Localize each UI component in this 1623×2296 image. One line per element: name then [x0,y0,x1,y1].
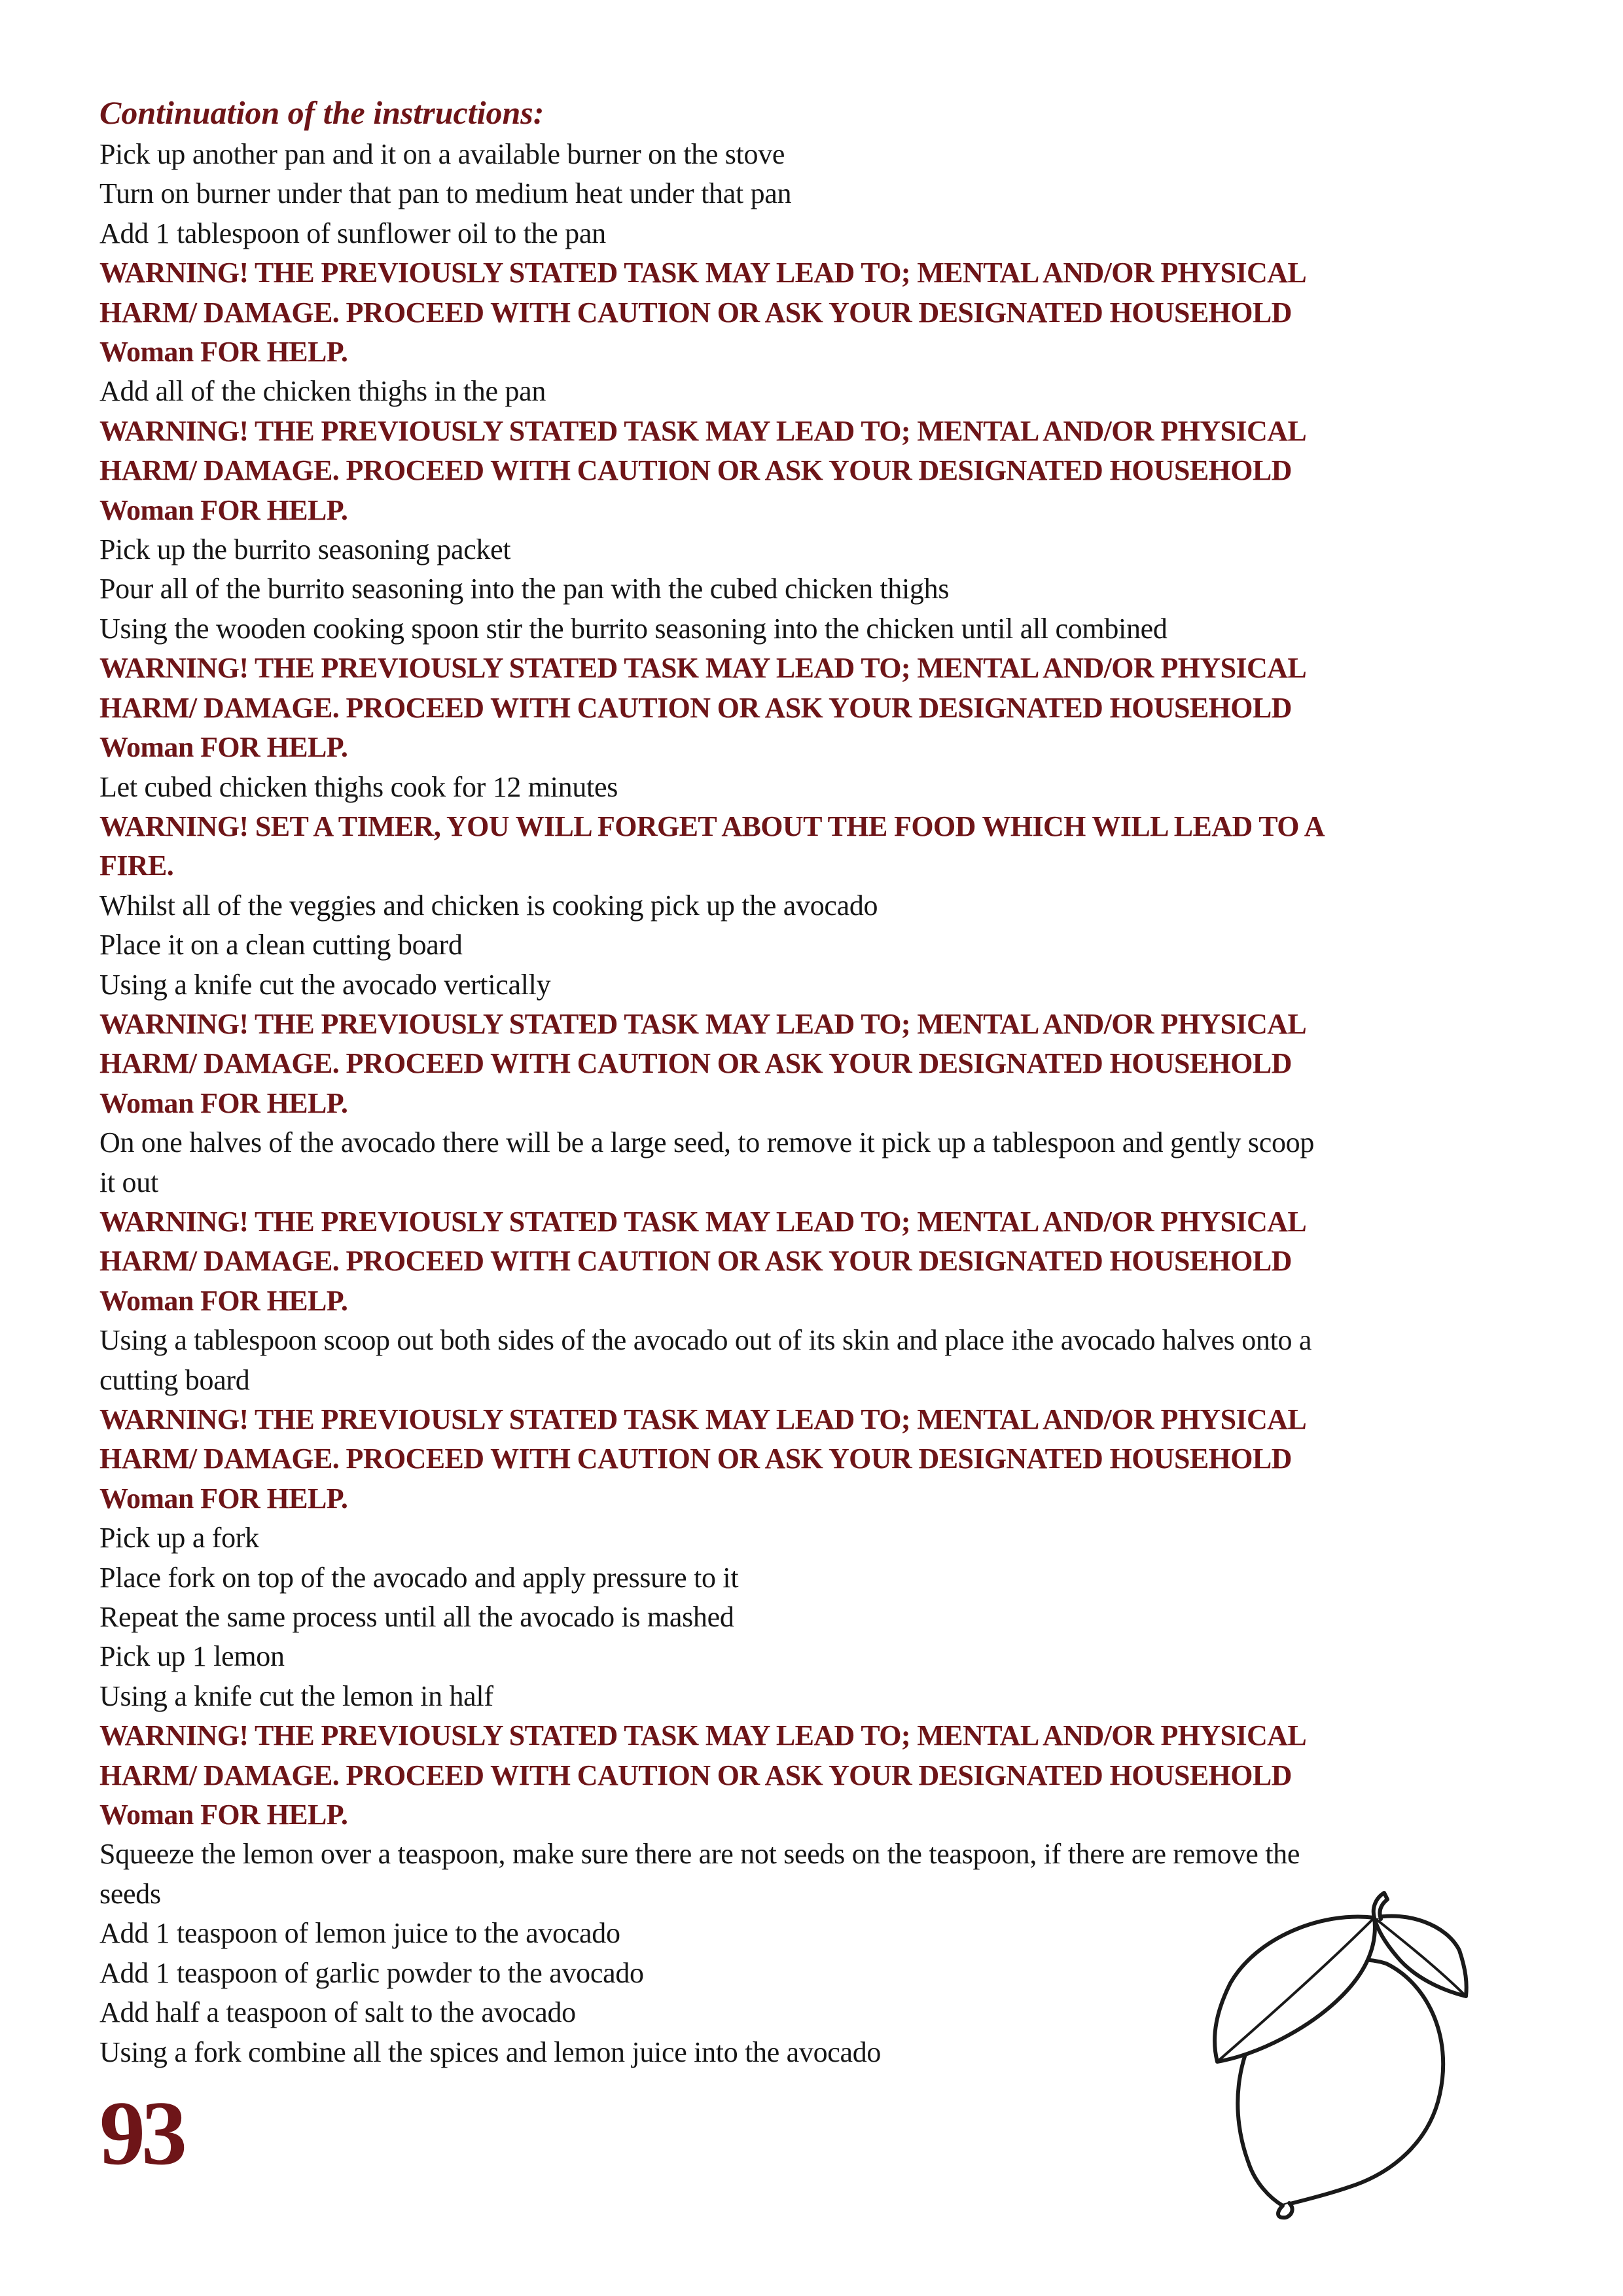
section-heading: Continuation of the instructions: [99,94,544,131]
warning-line: WARNING! THE PREVIOUSLY STATED TASK MAY LEAD TO; MENTAL AND/OR PHYSICAL [99,1205,1307,1238]
instruction-line: Add 1 teaspoon of garlic powder to the avocado [99,1956,644,1989]
warning-line: WARNING! THE PREVIOUSLY STATED TASK MAY LEAD TO; MENTAL AND/OR PHYSICAL [99,1719,1307,1752]
instruction-line: Pick up a fork [99,1522,259,1554]
instruction-lines [99,135,1539,2072]
warning-line: Woman FOR HELP. [99,336,348,368]
warning-line: WARNING! THE PREVIOUSLY STATED TASK MAY LEAD TO; MENTAL AND/OR PHYSICAL [99,1007,1307,1040]
instruction-line: Add 1 tablespoon of sunflower oil to the pan [99,217,606,249]
instruction-line: Place fork on top of the avocado and apply pressure to it [99,1561,739,1594]
instruction-line: Pick up the burrito seasoning packet [99,533,511,566]
warning-line: Woman FOR HELP. [99,1482,348,1515]
instruction-line: Using a knife cut the avocado vertically [99,968,551,1001]
warning-line: FIRE. [99,850,174,882]
warning-line: HARM/ DAMAGE. PROCEED WITH CAUTION OR ASK YOUR DESIGNATED HOUSEHOLD [99,1443,1292,1475]
instruction-line: Whilst all of the veggies and chicken is cooking pick up the avocado [99,889,878,922]
warning-line: WARNING! THE PREVIOUSLY STATED TASK MAY LEAD TO; MENTAL AND/OR PHYSICAL [99,1403,1307,1435]
warning-line: HARM/ DAMAGE. PROCEED WITH CAUTION OR ASK YOUR DESIGNATED HOUSEHOLD [99,1759,1292,1791]
warning-line: WARNING! THE PREVIOUSLY STATED TASK MAY LEAD TO; MENTAL AND/OR PHYSICAL [99,257,1307,289]
warning-line: HARM/ DAMAGE. PROCEED WITH CAUTION OR ASK YOUR DESIGNATED HOUSEHOLD [99,454,1292,487]
instruction-line: Pick up another pan and it on a available burner on the stove [99,138,785,170]
instruction-line: Repeat the same process until all the avocado is mashed [99,1601,734,1634]
instruction-line: Using a tablespoon scoop out both sides of the avocado out of its skin and place ithe avocado halves onto a [99,1324,1312,1357]
instruction-line: On one halves of the avocado there will be a large seed, to remove it pick up a tablespoon and gently scoop [99,1126,1315,1159]
warning-line: HARM/ DAMAGE. PROCEED WITH CAUTION OR ASK YOUR DESIGNATED HOUSEHOLD [99,1245,1292,1278]
instruction-line: Pick up 1 lemon [99,1640,285,1673]
instruction-line: Using a knife cut the lemon in half [99,1679,493,1712]
warning-line: Woman FOR HELP. [99,1086,348,1119]
instruction-line: it out [99,1166,158,1198]
instruction-line: cutting board [99,1363,250,1396]
warning-line: WARNING! THE PREVIOUSLY STATED TASK MAY LEAD TO; MENTAL AND/OR PHYSICAL [99,652,1307,685]
instruction-line: Add half a teaspoon of salt to the avocado [99,1996,576,2029]
warning-line: WARNING! SET A TIMER, YOU WILL FORGET ABOUT THE FOOD WHICH WILL LEAD TO A [99,810,1325,842]
instructions-page [99,92,1539,2072]
lemon-with-leaf-icon [1178,1885,1544,2225]
instruction-line: Squeeze the lemon over a teaspoon, make sure there are not seeds on the teaspoon, if there are remove the [99,1838,1300,1871]
warning-line: WARNING! THE PREVIOUSLY STATED TASK MAY LEAD TO; MENTAL AND/OR PHYSICAL [99,414,1307,447]
instruction-line: Let cubed chicken thighs cook for 12 minutes [99,770,618,803]
page-number: 93 [99,2083,183,2184]
warning-line: Woman FOR HELP. [99,493,348,526]
instruction-line: Add all of the chicken thighs in the pan [99,375,546,408]
warning-line: Woman FOR HELP. [99,1799,348,1831]
instruction-line: Using the wooden cooking spoon stir the burrito seasoning into the chicken until all combined [99,612,1168,645]
warning-line: Woman FOR HELP. [99,731,348,764]
instruction-line: Pour all of the burrito seasoning into the pan with the cubed chicken thighs [99,573,950,605]
instruction-line: Using a fork combine all the spices and lemon juice into the avocado [99,2036,882,2068]
instruction-line: Turn on burner under that pan to medium heat under that pan [99,177,792,210]
instruction-line: Place it on a clean cutting board [99,929,463,961]
instruction-line: seeds [99,1877,161,1910]
warning-line: HARM/ DAMAGE. PROCEED WITH CAUTION OR ASK YOUR DESIGNATED HOUSEHOLD [99,296,1292,329]
warning-line: Woman FOR HELP. [99,1284,348,1317]
warning-line: HARM/ DAMAGE. PROCEED WITH CAUTION OR ASK YOUR DESIGNATED HOUSEHOLD [99,691,1292,724]
warning-line: HARM/ DAMAGE. PROCEED WITH CAUTION OR ASK YOUR DESIGNATED HOUSEHOLD [99,1047,1292,1080]
instruction-line: Add 1 teaspoon of lemon juice to the avocado [99,1917,620,1950]
